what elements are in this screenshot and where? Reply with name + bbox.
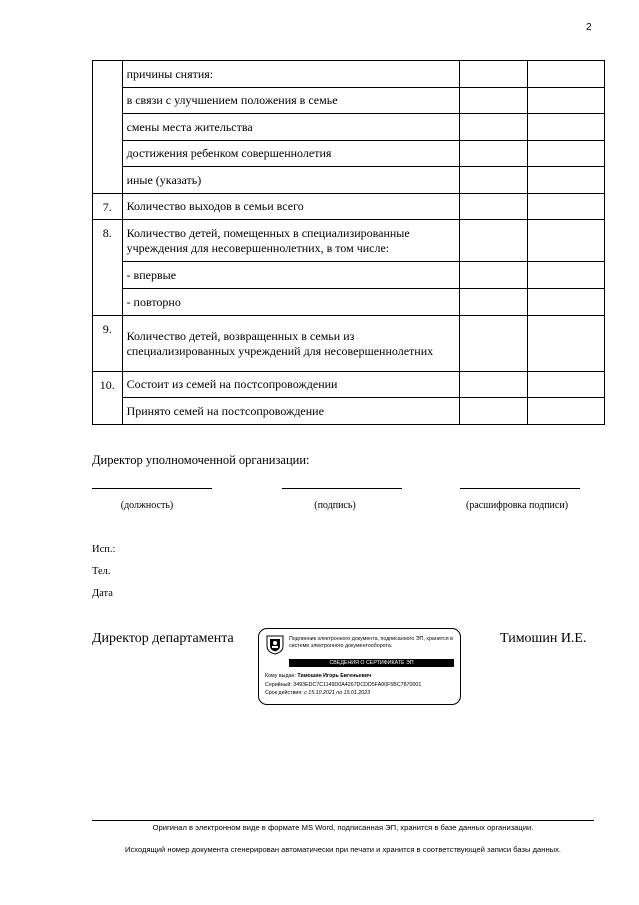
table-row <box>93 61 605 88</box>
executor-label: Исп.: <box>92 544 116 555</box>
value-cell-1[interactable] <box>460 372 528 398</box>
value-cell-2[interactable] <box>528 316 605 372</box>
footer-divider <box>92 820 594 821</box>
e-signature-stamp <box>258 628 461 705</box>
coat-of-arms-icon <box>266 635 284 655</box>
report-table <box>92 60 605 425</box>
position-line <box>92 488 212 489</box>
footer-line-2: Исходящий номер документа сгенерирован автоматически при печати и хранится в соответствующей записи базы данных. <box>124 845 561 854</box>
row-description: Состоит из семей на постсопровождении <box>122 372 460 398</box>
department-director-title: Директор департамента <box>92 631 234 646</box>
value-cell-1[interactable] <box>460 262 528 289</box>
value-cell-2[interactable] <box>528 61 605 88</box>
issued-to-value: Тимошин Игорь Евгеньевич <box>297 673 372 679</box>
value-cell-2[interactable] <box>528 114 605 141</box>
table-row <box>93 88 605 114</box>
row-description: - повторно <box>122 289 460 316</box>
footer-line-1: Оригинал в электронном виде в формате MS Word, подписанная ЭП, хранится в базе данных организации. <box>152 823 534 832</box>
row-description: причины снятия: <box>122 61 460 88</box>
decoding-line <box>460 488 580 489</box>
value-cell-1[interactable] <box>460 398 528 425</box>
row-description: Принято семей на постсопровождение <box>122 398 460 425</box>
value-cell-2[interactable] <box>528 220 605 262</box>
value-cell-2[interactable] <box>528 262 605 289</box>
row-description: Количество выходов в семьи всего <box>122 194 460 220</box>
row-number-cell <box>93 61 123 194</box>
serial-label: Серийный: <box>265 682 292 688</box>
page-number: 2 <box>586 22 592 33</box>
value-cell-1[interactable] <box>460 194 528 220</box>
position-caption: (должность) <box>120 500 174 511</box>
row-description: в связи с улучшением положения в семье <box>122 88 460 114</box>
row-description: - впервые <box>122 262 460 289</box>
value-cell-1[interactable] <box>460 167 528 194</box>
value-cell-2[interactable] <box>528 194 605 220</box>
validity-label: Срок действия: <box>265 690 303 696</box>
value-cell-2[interactable] <box>528 289 605 316</box>
table-row <box>93 372 605 398</box>
issued-to-label: Кому выдан: <box>265 673 296 679</box>
row-number-cell: 10. <box>93 372 123 425</box>
row-description: достижения ребенком совершеннолетия <box>122 141 460 167</box>
value-cell-1[interactable] <box>460 220 528 262</box>
signature-line <box>282 488 402 489</box>
value-cell-2[interactable] <box>528 88 605 114</box>
validity-value: с 15.10.2021 по 15.01.2023 <box>304 690 371 696</box>
value-cell-1[interactable] <box>460 114 528 141</box>
value-cell-1[interactable] <box>460 289 528 316</box>
value-cell-1[interactable] <box>460 88 528 114</box>
phone-label: Тел. <box>92 566 111 577</box>
row-number-cell: 8. <box>93 220 123 316</box>
table-row <box>93 167 605 194</box>
value-cell-1[interactable] <box>460 141 528 167</box>
row-number-cell: 7. <box>93 194 123 220</box>
value-cell-1[interactable] <box>460 316 528 372</box>
table-row <box>93 220 605 262</box>
value-cell-1[interactable] <box>460 61 528 88</box>
issued-to-row <box>265 673 371 680</box>
date-label: Дата <box>92 588 113 599</box>
signature-caption: (подпись) <box>314 500 356 511</box>
row-description: иные (указать) <box>122 167 460 194</box>
validity-row <box>265 690 370 697</box>
signature-block-title: Директор уполномоченной организации: <box>92 453 310 467</box>
e-signature-note: Подлинник электронного документа, подписанного ЭП, хранится в системе электронного документооборота. <box>289 636 453 649</box>
certificate-header: СВЕДЕНИЯ О СЕРТИФИКАТЕ ЭП <box>289 659 454 667</box>
table-row <box>93 194 605 220</box>
table-row <box>93 398 605 425</box>
table-row <box>93 289 605 316</box>
value-cell-2[interactable] <box>528 141 605 167</box>
value-cell-2[interactable] <box>528 372 605 398</box>
table-row <box>93 114 605 141</box>
table-row <box>93 316 605 372</box>
row-number-cell: 9. <box>93 316 123 372</box>
table-row <box>93 141 605 167</box>
value-cell-2[interactable] <box>528 398 605 425</box>
row-description: смены места жительства <box>122 114 460 141</box>
serial-value: 3493EDC7C1149D0A4267DCDD5FA00F5BC7870001 <box>293 682 422 688</box>
row-description: Количество детей, возвращенных в семьи из специализированных учреждений для несовершеннолетних <box>122 316 460 372</box>
value-cell-2[interactable] <box>528 167 605 194</box>
department-director-name: Тимошин И.Е. <box>500 631 587 646</box>
serial-row <box>265 682 421 689</box>
row-description: Количество детей, помещенных в специализированные учреждения для несовершеннолетних, в том числе: <box>122 220 460 262</box>
decoding-caption: (расшифровка подписи) <box>465 500 569 511</box>
table-row <box>93 262 605 289</box>
